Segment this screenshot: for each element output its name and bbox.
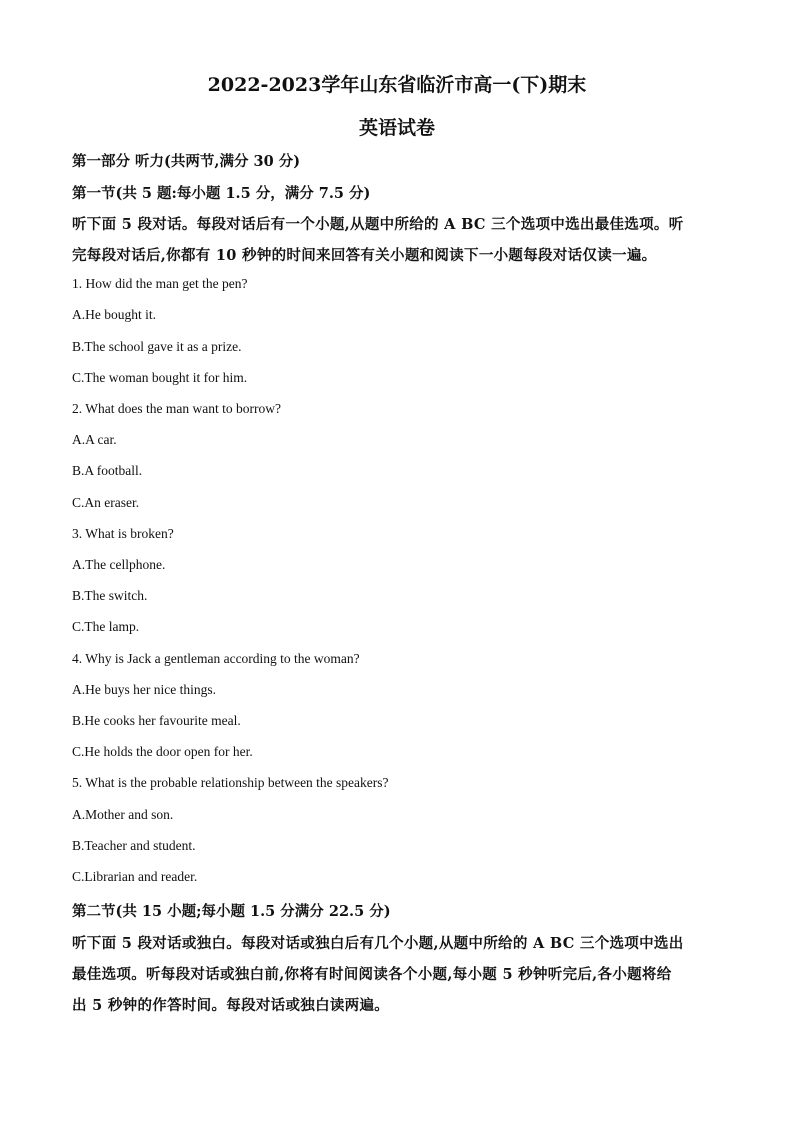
question-stem: 2. What does the man want to borrow?: [72, 401, 281, 416]
exam-subtitle: 英语试卷: [358, 117, 435, 139]
answer-option: B.Teacher and student.: [72, 838, 196, 853]
answer-option: C.He holds the door open for her.: [72, 744, 253, 759]
part1-heading: 第一部分 听力(共两节,满分 30 分): [72, 153, 301, 170]
answer-option: A.Mother and son.: [72, 807, 174, 822]
question-stem: 1. How did the man get the pen?: [72, 276, 248, 291]
section2-instruction-line: 听下面 5 段对话或独白。每段对话或独白后有几个小题,从题中所给的 A BC 三个选项中选出: [72, 935, 684, 952]
answer-option: B.The school gave it as a prize.: [72, 339, 242, 354]
section2-instruction-line: 出 5 秒钟的作答时间。每段对话或独白读两遍。: [72, 997, 390, 1014]
answer-option: C.The woman bought it for him.: [72, 370, 248, 385]
answer-option: A.The cellphone.: [72, 557, 166, 572]
answer-option: B.A football.: [72, 463, 143, 478]
section2-instruction-line: 最佳选项。听每段对话或独白前,你将有时间阅读各个小题,每小题 5 秒钟听完后,各小题将给: [72, 966, 672, 983]
answer-option: A.A car.: [72, 432, 117, 447]
answer-option: B.The switch.: [72, 588, 148, 603]
answer-option: A.He bought it.: [72, 307, 156, 322]
section1-instruction-line: 听下面 5 段对话。每段对话后有一个小题,从题中所给的 A BC 三个选项中选出最佳选项。听: [72, 216, 684, 233]
section1-instruction-line: 完每段对话后,你都有 10 秒钟的时间来回答有关小题和阅读下一小题每段对话仅读一遍。: [72, 247, 657, 264]
answer-option: C.An eraser.: [72, 495, 140, 510]
answer-option: C.The lamp.: [72, 619, 140, 634]
answer-option: A.He buys her nice things.: [72, 682, 216, 697]
answer-option: C.Librarian and reader.: [72, 869, 198, 884]
question-stem: 4. Why is Jack a gentleman according to the woman?: [72, 651, 360, 666]
question-stem: 3. What is broken?: [72, 526, 174, 541]
answer-option: B.He cooks her favourite meal.: [72, 713, 241, 728]
question-stem: 5. What is the probable relationship between the speakers?: [72, 775, 389, 790]
section1-heading: 第一节(共 5 题:每小题 1.5 分，满分 7.5 分): [72, 185, 371, 202]
exam-title: 2022-2023学年山东省临沂市高一(下)期末: [207, 74, 587, 96]
section2-heading: 第二节(共 15 小题;每小题 1.5 分满分 22.5 分): [72, 903, 391, 920]
